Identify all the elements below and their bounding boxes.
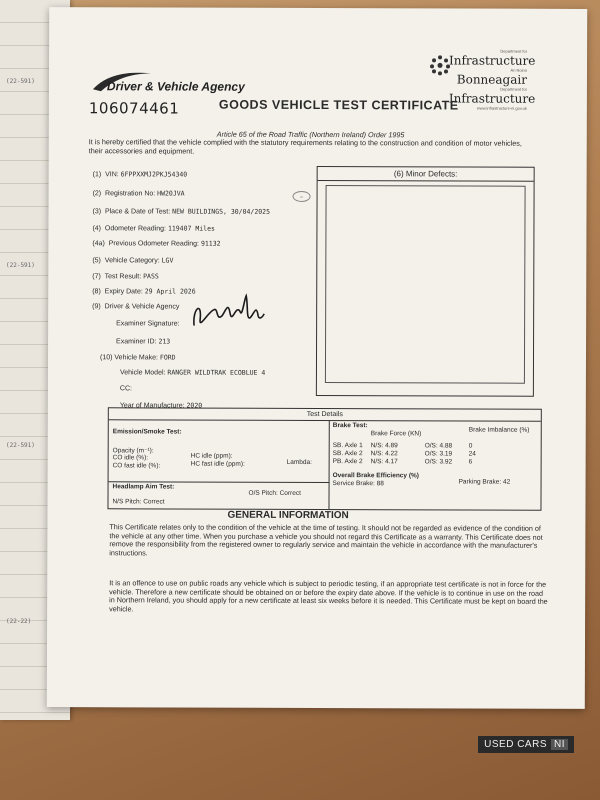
certificate-document: [47, 7, 587, 709]
test-details-title: Test Details: [109, 408, 541, 422]
examiner-signature-label: Examiner Signature:: [116, 320, 180, 328]
brake-ns-value: N/S: 4.89: [370, 442, 398, 450]
watermark-text: USED CARS: [484, 739, 547, 750]
stamp-mark-icon: o: [293, 191, 311, 202]
field-vehicle-category: (5) Vehicle Category: LGV: [92, 256, 174, 265]
infrastructure-logo-icon: [429, 54, 451, 76]
hc-idle-label: HC idle (ppm):: [190, 452, 233, 460]
field-test-result: (7) Test Result: PASS: [92, 272, 159, 281]
brake-axle-row: SB. Axle 2: [332, 450, 363, 458]
used-cars-ni-watermark: [478, 736, 574, 753]
minor-defects-title: (6) Minor Defects:: [318, 167, 534, 182]
dept-for-label: Department for: [500, 48, 528, 54]
background-page-label: (22-22): [6, 618, 32, 625]
examiner-signature-icon: [188, 290, 268, 334]
field-year: Year of Manufacture: 2020: [119, 401, 203, 410]
agency-name: Driver & Vehicle Agency: [106, 79, 245, 94]
field-expiry-date: (8) Expiry Date: 29 April 2026: [92, 287, 196, 296]
certificate-intro: It is hereby certified that the vehicle complied with the statutory requirements relating to the construction and condition of motor vehicles, their accessories and equipment.: [88, 137, 522, 156]
service-brake: Service Brake: 88: [332, 480, 384, 488]
brake-axle-row: PB. Axle 2: [332, 458, 363, 466]
field-cc: CC:: [119, 385, 132, 393]
field-vin: (1) VIN: 6FPPXXMJ2PKJ54340: [92, 170, 188, 179]
background-page-label: (22-591): [6, 262, 35, 269]
brake-section: [328, 420, 540, 510]
brake-ns-value: N/S: 4.22: [370, 450, 398, 458]
brake-ns-value: N/S: 4.17: [370, 458, 398, 466]
general-info-title: GENERAL INFORMATION: [227, 509, 349, 522]
brake-imbalance-value: 24: [468, 450, 476, 458]
field-vehicle-make: (10) Vehicle Make: FORD: [99, 353, 176, 362]
co-idle-label: CO idle (%):: [112, 454, 149, 462]
headlamp-section: [108, 481, 329, 509]
legal-article: Article 65 of the Road Traffic (Northern Ireland) Order 1995: [216, 129, 405, 140]
brake-imbalance-value: 6: [468, 458, 473, 466]
dept-name-2: Infrastructure: [448, 91, 536, 106]
brake-os-value: O/S: 3.19: [424, 450, 453, 458]
brake-force-header: Brake Force (KN): [370, 430, 422, 438]
field-previous-odometer: (4a) Previous Odometer Reading: 91132: [92, 239, 221, 248]
field-odometer: (4) Odometer Reading: 119407 Miles: [92, 224, 215, 233]
dept-website: www.infrastructure-ni.gov.uk: [476, 105, 527, 111]
certificate-number: 106074461: [88, 99, 180, 118]
brake-os-value: O/S: 3.92: [424, 458, 453, 466]
opacity-label: Opacity (m⁻¹):: [112, 447, 154, 455]
dept-name: Infrastructure: [449, 53, 536, 68]
brake-title: Brake Test:: [332, 422, 368, 430]
general-info-para-2: It is an offence to use on public roads any vehicle which is subject to periodic testing, if an appropriate test certificate is not in force for the vehicle. Therefore a new certificate should be obtained on or before the expiry date above. If the vehicle is to continue in use on the road in Northern Ireland, you should apply for a new certificate at least six weeks before it is needed. This Certificate must be kept on board the vehicle.: [109, 578, 548, 614]
os-pitch: O/S Pitch: Correct: [248, 489, 301, 497]
brake-imbalance-value: 0: [468, 442, 473, 450]
minor-defects-area: [325, 185, 526, 384]
minor-defects-box: [316, 166, 535, 397]
general-info-para-1: This Certificate relates only to the condition of the vehicle at the time of testing. It should not be regarded as evidence of the condition of the vehicle at any other time. When you purchase a vehicle you should not regard this Certificate as a warranty. This Certificate does not remove the responsibility from the registered owner to regularly service and maintain the vehicle in accordance with the manufacturer's instructions.: [109, 522, 543, 558]
ns-pitch: N/S Pitch: Correct: [112, 498, 165, 506]
emission-title: Emission/Smoke Test:: [112, 428, 182, 436]
background-page-label: (22-591): [6, 442, 35, 449]
background-page-label: (22-591): [6, 78, 35, 85]
bonneagair-name: Bonneagair: [456, 72, 527, 87]
brake-imbalance-header: Brake Imbalance (%): [468, 426, 530, 434]
an-roinn-label: An Roinn: [510, 67, 528, 73]
department-block: [448, 48, 536, 111]
examiner-id: Examiner ID: 213: [116, 337, 171, 346]
field-vehicle-model: Vehicle Model: RANGER WILDTRAK ECOBLUE 4: [119, 368, 266, 377]
co-fast-idle-label: CO fast idle (%):: [112, 462, 161, 470]
brake-os-value: O/S: 4.88: [424, 442, 453, 450]
parking-brake: Parking Brake: 42: [458, 478, 511, 486]
field-place-date: (3) Place & Date of Test: NEW BUILDINGS, 30/04/2025: [92, 207, 271, 216]
hc-fast-idle-label: HC fast idle (ppm):: [190, 460, 245, 468]
emission-section: [109, 419, 330, 483]
field-agency: (9) Driver & Vehicle Agency: [92, 303, 180, 311]
test-details-box: [107, 407, 541, 511]
field-registration: (2) Registration No: HW20JVA: [92, 189, 185, 198]
dept-for-label-2: Department for: [500, 86, 527, 92]
headlamp-title: Headlamp Aim Test:: [112, 483, 175, 491]
certificate-title: GOODS VEHICLE TEST CERTIFICATE: [218, 97, 459, 113]
brake-axle-row: SB. Axle 1: [332, 442, 363, 450]
watermark-ni: NI: [551, 739, 568, 750]
efficiency-title: Overall Brake Efficiency (%): [332, 472, 419, 480]
lambda-label: Lambda:: [286, 458, 312, 466]
